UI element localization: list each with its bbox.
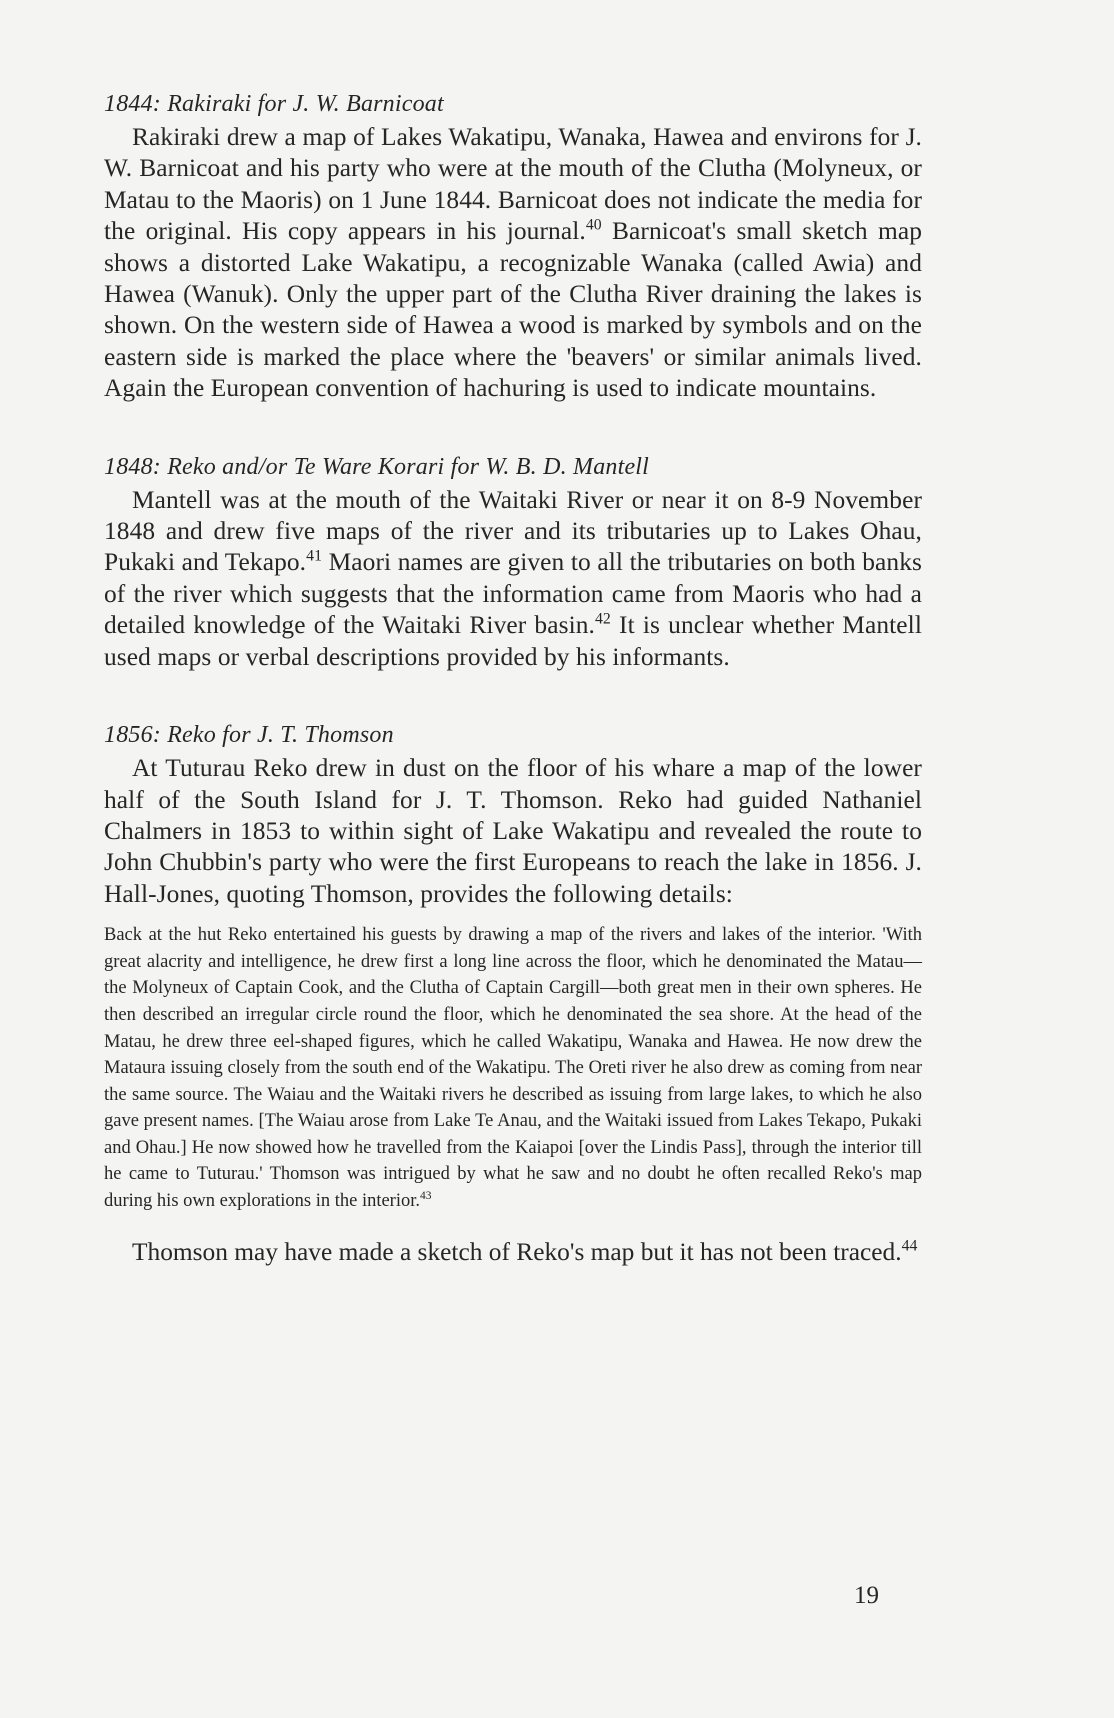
footnote-ref: 40: [585, 216, 602, 234]
footnote-ref: 43: [420, 1189, 432, 1202]
paragraph-text: Maori names are given to all the tributaries on both banks of the river which suggests that the information came from Maoris who had a detailed knowledge of the Waitaki River basin.: [104, 548, 922, 640]
paragraph-text: It is unclear whether Mantell used maps or verbal descriptions provided by his informants.: [104, 611, 922, 671]
block-quote: [104, 922, 922, 1215]
section-1856: [104, 719, 922, 1268]
section-heading: 1856: Reko for J. T. Thomson: [104, 722, 394, 749]
footnote-ref: 44: [901, 1237, 918, 1255]
section-paragraph: At Tuturau Reko drew in dust on the floor of his whare a map of the lower half of the South Island for J. T. Thomson. Reko had guided Nathaniel Chalmers in 1853 to within sight of Lake Wakatipu and revealed the route to John Chubbin's party who were the first Europeans to reach the lake in 1856. J. Hall-Jones, quoting Thomson, provides the following details:: [104, 754, 922, 908]
section-paragraph: [104, 122, 922, 405]
paragraph-text: Mantell was at the mouth of the Waitaki River or near it on 8-9 November 1848 and drew five maps of the river and its tributaries up to Lakes Ohau, Pukaki and Tekapo.: [104, 485, 922, 577]
section-1848: [104, 451, 922, 673]
footnote-ref: 41: [306, 548, 323, 565]
section-1844: [104, 88, 922, 405]
section-heading: 1848: Reko and/or Te Ware Korari for W. B. D. Mantell: [104, 453, 650, 480]
section-heading: 1844: Rakiraki for J. W. Barnicoat: [104, 91, 444, 117]
section-paragraph: [104, 485, 922, 673]
paragraph-text: Barnicoat's small sketch map shows a distorted Lake Wakatipu, a recognizable Wanaka (called Awia) and Hawea (Wanuk). Only the upper part of the Clutha River draining the lakes is shown. On the western side of Hawea a wood is marked by symbols and on the eastern side is marked the place where the 'beavers' or similar animals lived. Again the European convention of hachuring is used to indicate mountains.: [104, 217, 922, 403]
paragraph-text: Thomson may have made a sketch of Reko's map but it has not been traced.: [132, 1237, 902, 1266]
footnote-ref: 42: [594, 610, 611, 628]
paragraph-text: Rakiraki drew a map of Lakes Wakatipu, Wanaka, Hawea and environs for J. W. Barnicoat and his party who were at the mouth of the Clutha (Molyneux, or Matau to the Maoris) on 1 June 1844. Barnicoat does not indicate the media for the original. His copy appears in his journal.: [104, 123, 922, 246]
closing-paragraph: [104, 1237, 922, 1268]
text-column: [104, 88, 922, 1268]
quote-text: Back at the hut Reko entertained his guests by drawing a map of the rivers and lakes of the interior. 'With great alacrity and intelligence, he drew first a long line across the floor, which he denominated the Matau—the Molyneux of Captain Cook, and the Clutha of Captain Cargill—both great men in their own spheres. He then described an irregular circle round the floor, which he denominated the sea shore. At the head of the Matau, he drew three eel-shaped figures, which he called Wakatipu, Wanaka and Hawea. He now drew the Mataura issuing closely from the south end of the Wakatipu. The Oreti river he also drew as coming from near the same source. The Waiau and the Waitaki rivers he described as issuing from large lakes, to which he also gave present names. [The Waiau arose from Lake Te Anau, and the Waitaki issued from Lakes Tekapo, Pukaki and Ohau.] He now showed how he travelled from the Kaiapoi [over the Lindis Pass], through the interior till he came to Tuturau.' Thomson was intrigued by what he saw and no doubt he often recalled Reko's map during his own explorations in the interior.: [104, 925, 922, 1212]
page-number: 19: [854, 1582, 879, 1609]
